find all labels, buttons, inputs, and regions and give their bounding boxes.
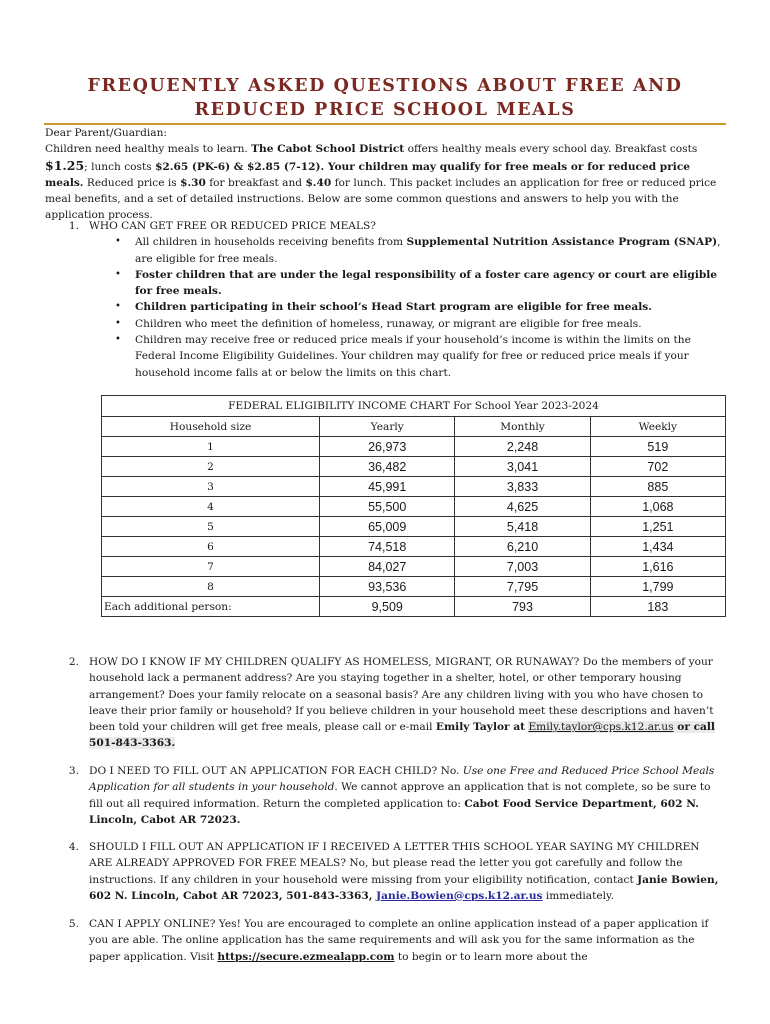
intro-body: [45, 141, 725, 223]
list-item: [45, 299, 725, 315]
household-size-cell: Each additional person:: [102, 597, 320, 617]
intro-text-5: for breakfast and: [205, 176, 306, 189]
list-item: [45, 332, 725, 381]
faq-text: immediately.: [542, 889, 614, 902]
faq-item-3: [45, 763, 725, 828]
faq-item-4: [45, 839, 725, 904]
table-row: [102, 437, 726, 457]
weekly-cell: 1,616: [590, 557, 725, 577]
weekly-cell: 885: [590, 477, 725, 497]
intro-text-1: Children need healthy meals to learn.: [45, 143, 252, 156]
faq-number: 3.: [68, 765, 79, 777]
weekly-cell: 1,434: [590, 537, 725, 557]
faq-number: 1.: [68, 220, 79, 232]
household-size-cell: 6: [102, 537, 320, 557]
faq-text: HOW DO I KNOW IF MY CHILDREN QUALIFY AS HOMELESS, MIGRANT, OR RUNAWAY? Do the members of your household lack a permanent address? Are you staying together in a shelter, hotel, or other temporary housing arrangement? Does your family relocate on a seasonal basis? Are any children living with you who have chosen to leave their prior family or household? If you believe children in your household meet these descriptions and haven’t been told your children will get free meals, please call or e-mail: [89, 656, 714, 734]
lunch-cost: $2.65 (PK-6) & $2.85 (7-12). Your children may qualify for free meals or for reduced price meals.: [45, 160, 691, 189]
yearly-cell: 26,973: [320, 437, 455, 457]
table-row: [102, 477, 726, 497]
monthly-cell: 3,833: [455, 477, 590, 497]
bullet-icon: •: [115, 236, 121, 248]
table-caption: FEDERAL ELIGIBILITY INCOME CHART For School Year 2023-2024: [102, 396, 726, 417]
weekly-cell: 183: [590, 597, 725, 617]
weekly-cell: 519: [590, 437, 725, 457]
table-row: [102, 577, 726, 597]
list-item: [45, 316, 725, 332]
yearly-cell: 55,500: [320, 497, 455, 517]
yearly-cell: 45,991: [320, 477, 455, 497]
yearly-cell: 65,009: [320, 517, 455, 537]
eligibility-list: [45, 234, 725, 381]
intro-text-3: ; lunch costs: [84, 160, 156, 173]
weekly-cell: 1,799: [590, 577, 725, 597]
return-address: Cabot Food Service Department, 602 N. Lincoln, Cabot AR 72023.: [89, 797, 699, 826]
household-size-cell: 4: [102, 497, 320, 517]
faq-text: DO I NEED TO FILL OUT AN APPLICATION FOR EACH CHILD? No.: [89, 765, 463, 777]
household-size-cell: 1: [102, 437, 320, 457]
faq-item-1: [45, 218, 725, 381]
intro-text-4: Reduced price is: [83, 176, 181, 189]
faq-text: SHOULD I FILL OUT AN APPLICATION IF I RECEIVED A LETTER THIS SCHOOL YEAR SAYING MY CHILDREN ARE ALREADY APPROVED FOR FREE MEALS? No, but please read the letter you got carefully and follow the instructions. If any children in your household were missing from your eligibility notification, contact: [89, 841, 700, 886]
column-header: Yearly: [320, 417, 455, 437]
weekly-cell: 1,068: [590, 497, 725, 517]
weekly-cell: 1,251: [590, 517, 725, 537]
bullet-icon: •: [115, 301, 121, 313]
yearly-cell: 36,482: [320, 457, 455, 477]
list-item: [45, 267, 725, 300]
list-text: Foster children that are under the legal responsibility of a foster care agency or court are eligible for free meals.: [135, 268, 718, 298]
faq-number: 2.: [68, 656, 79, 668]
faq-text: to begin or to learn more about the: [394, 950, 588, 963]
monthly-cell: 2,248: [455, 437, 590, 457]
household-size-cell: 8: [102, 577, 320, 597]
faq-answer: [89, 916, 725, 965]
contact-name: Emily Taylor at: [435, 721, 526, 734]
table-header-row: [102, 417, 726, 437]
contact-phone: or call 501-843-3363.: [89, 721, 715, 750]
household-size-cell: 2: [102, 457, 320, 477]
bullet-icon: •: [115, 317, 121, 329]
household-size-cell: 7: [102, 557, 320, 577]
breakfast-cost: $1.25: [45, 157, 85, 173]
faq-answer: [89, 839, 725, 904]
table-row: [102, 537, 726, 557]
faq-text: We cannot approve an application that is not complete, so be sure to fill out all required information. Return the completed application to:: [89, 781, 711, 810]
table-body: [102, 437, 726, 617]
table-row: [102, 497, 726, 517]
weekly-cell: 702: [590, 457, 725, 477]
monthly-cell: 7,795: [455, 577, 590, 597]
intro-text-6: for lunch. This packet includes an application for free or reduced price meal benefits, and a set of detailed instructions. Below are some common questions and answers to help you with the application process.: [45, 176, 717, 222]
column-header: Weekly: [590, 417, 725, 437]
district-name: The Cabot School District: [251, 143, 405, 156]
table-row: [102, 457, 726, 477]
household-size-cell: 5: [102, 517, 320, 537]
faq-answer: [89, 763, 725, 828]
monthly-cell: 7,003: [455, 557, 590, 577]
list-item: [45, 234, 725, 267]
bullet-icon: •: [115, 268, 121, 280]
faq-emphasis: Use one Free and Reduced Price School Meals Application for all students in your household.: [89, 765, 715, 794]
faq-item-5: [45, 916, 725, 965]
snap-program: Supplemental Nutrition Assistance Program (SNAP): [406, 236, 718, 249]
faq-answer: [89, 654, 725, 752]
contact-email-link[interactable]: Janie.Bowien@cps.k12.ar.us: [376, 889, 543, 902]
intro-text-2: offers healthy meals every school day. Breakfast costs: [404, 143, 698, 156]
title-line-2: REDUCED PRICE SCHOOL MEALS: [194, 100, 576, 120]
monthly-cell: 4,625: [455, 497, 590, 517]
contact-email-link[interactable]: Emily.taylor@cps.k12.ar.us: [528, 721, 674, 734]
monthly-cell: 6,210: [455, 537, 590, 557]
yearly-cell: 9,509: [320, 597, 455, 617]
yearly-cell: 84,027: [320, 557, 455, 577]
monthly-cell: 5,418: [455, 517, 590, 537]
yearly-cell: 93,536: [320, 577, 455, 597]
table-row: [102, 597, 726, 617]
monthly-cell: 793: [455, 597, 590, 617]
faq-number: 5.: [68, 918, 79, 930]
contact-info: Janie Bowien, 602 N. Lincoln, Cabot AR 72023, 501-843-3363,: [89, 873, 719, 902]
reduced-lunch-cost: $.40: [305, 176, 332, 189]
table-row: [102, 557, 726, 577]
faq-text: CAN I APPLY ONLINE? Yes! You are encouraged to complete an online application instead of a paper application if you are able. The online application has the same requirements and will ask you for the same information as the paper application. Visit: [89, 918, 709, 963]
reduced-breakfast-cost: $.30: [180, 176, 206, 189]
salutation: Dear Parent/Guardian:: [45, 127, 168, 139]
faq-question: WHO CAN GET FREE OR REDUCED PRICE MEALS?: [89, 220, 376, 232]
faq-number: 4.: [68, 841, 79, 853]
faq-item-2: [45, 654, 725, 752]
column-header: Household size: [102, 417, 320, 437]
intro-paragraph: [45, 125, 725, 224]
list-text: Children participating in their school’s Head Start program are eligible for free meals.: [135, 301, 652, 314]
list-text: All children in households receiving benefits from: [135, 236, 407, 249]
bullet-icon: •: [115, 334, 121, 346]
list-text: , are eligible for free meals.: [135, 236, 721, 265]
monthly-cell: 3,041: [455, 457, 590, 477]
column-header: Monthly: [455, 417, 590, 437]
list-text: Children who meet the definition of homeless, runaway, or migrant are eligible for free meals.: [135, 317, 642, 330]
online-application-link[interactable]: https://secure.ezmealapp.com: [217, 950, 395, 963]
income-eligibility-table: [101, 395, 726, 617]
household-size-cell: 3: [102, 477, 320, 497]
yearly-cell: 74,518: [320, 537, 455, 557]
list-text: Children may receive free or reduced price meals if your household’s income is within the limits on the Federal Income Eligibility Guidelines. Your children may qualify for free or reduced price meals if your household income falls at or below the limits on this chart.: [135, 334, 691, 379]
page-title: [40, 74, 730, 122]
title-line-1: FREQUENTLY ASKED QUESTIONS ABOUT FREE AND: [87, 76, 683, 96]
table-row: [102, 517, 726, 537]
